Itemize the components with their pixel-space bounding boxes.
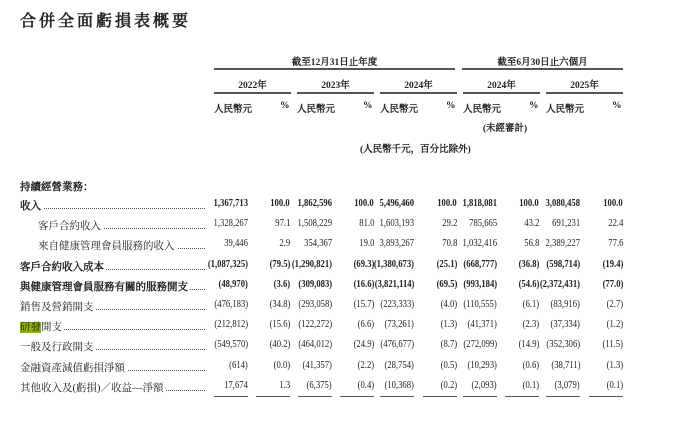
amount-cell: 2,389,227 <box>545 238 580 250</box>
amount-cell: 691,231 <box>552 218 580 230</box>
amount-cell: (993,184) <box>463 278 497 290</box>
percent-cell: 100.0 <box>437 198 457 209</box>
percent-cell: (15.7) <box>353 299 374 310</box>
label-text: 客戶合約收入 <box>38 221 101 233</box>
section-heading: 持續經營業務： <box>20 182 94 193</box>
percent-cell: (4.0) <box>440 299 457 310</box>
amount-cell: (83,916) <box>550 299 580 310</box>
label-text: 一般及行政開支 <box>20 342 94 354</box>
table-row <box>0 299 673 317</box>
percent-cell: (77.0) <box>602 278 623 290</box>
percent-header: % <box>280 101 290 111</box>
percent-cell: (8.7) <box>440 339 457 351</box>
label-text: 來自健康管理會員服務的收入 <box>38 241 175 253</box>
percent-cell: (6.1) <box>522 299 539 310</box>
percent-cell: (0.6) <box>522 359 539 371</box>
divider <box>214 68 455 70</box>
percent-cell: (0.4) <box>357 379 374 391</box>
total-rule <box>423 396 457 397</box>
amount-cell: 1,032,416 <box>462 238 497 250</box>
divider <box>463 92 540 94</box>
row-label <box>20 360 205 375</box>
percent-cell: (54.6) <box>518 278 539 290</box>
percent-cell: (24.9) <box>353 339 374 351</box>
row-label <box>20 279 205 294</box>
percent-cell: (11.5) <box>602 339 623 351</box>
percent-cell: 77.6 <box>607 238 623 250</box>
percent-cell: 100.0 <box>354 198 374 209</box>
amount-cell: (73,261) <box>384 319 414 331</box>
group-header-half: 截至6月30日止六個月 <box>497 58 588 68</box>
percent-header: % <box>363 101 373 111</box>
amount-cell: 1,862,596 <box>297 198 332 209</box>
table-row <box>0 238 673 256</box>
percent-cell: (3.6) <box>273 278 290 290</box>
percent-cell: (34.8) <box>269 299 290 310</box>
percent-cell: (0.1) <box>522 379 539 391</box>
unit-note: (人民幣千元，百分比除外) <box>360 145 471 155</box>
percent-cell: (40.2) <box>269 339 290 351</box>
group-header-year: 截至12月31日止年度 <box>291 58 378 68</box>
amount-cell: (2,372,431) <box>539 278 580 290</box>
year-header: 2024年 <box>404 81 433 91</box>
year-header: 2025年 <box>570 81 599 91</box>
year-header: 2023年 <box>321 81 350 91</box>
currency-header: 人民幣元 <box>297 105 336 115</box>
table-row <box>0 319 673 337</box>
amount-cell: (41,371) <box>467 319 497 331</box>
divider <box>380 92 457 94</box>
percent-cell: (0.1) <box>606 379 623 391</box>
percent-cell: 100.0 <box>270 198 290 209</box>
amount-cell: 1,508,229 <box>297 218 332 230</box>
table-row <box>0 279 673 297</box>
amount-cell: (110,555) <box>463 299 497 310</box>
percent-cell: (19.4) <box>602 258 623 270</box>
amount-cell: 3,080,458 <box>545 198 580 209</box>
total-rule <box>589 396 623 397</box>
amount-cell: (309,083) <box>298 278 332 290</box>
total-rule <box>505 396 539 397</box>
amount-cell: 17,674 <box>224 379 248 391</box>
percent-cell: 97.1 <box>274 218 290 230</box>
total-rule <box>546 396 580 397</box>
percent-cell: 100.0 <box>603 198 623 209</box>
percent-cell: 1.3 <box>279 379 290 391</box>
row-label <box>20 299 205 314</box>
amount-cell: (212,812) <box>214 319 248 331</box>
row-label <box>20 259 205 274</box>
unaudited-note: (未經審計) <box>482 124 528 134</box>
percent-cell: 81.0 <box>358 218 374 230</box>
total-rule <box>298 396 332 397</box>
divider <box>462 68 623 70</box>
amount-cell: (549,570) <box>214 339 248 351</box>
amount-cell: 1,603,193 <box>379 218 414 230</box>
table-row <box>0 259 673 277</box>
amount-cell: (1,087,325) <box>207 258 248 270</box>
amount-cell: (3,821,114) <box>374 278 414 290</box>
total-rule <box>463 396 497 397</box>
amount-cell: (476,183) <box>214 299 248 310</box>
amount-cell: (10,368) <box>384 379 414 391</box>
row-label <box>20 198 205 213</box>
percent-cell: (0.2) <box>440 379 457 391</box>
amount-cell: (668,777) <box>463 258 497 270</box>
percent-cell: (1.2) <box>606 319 623 331</box>
page-title: 合併全面虧損表概要 <box>20 13 192 30</box>
total-rule <box>214 396 248 397</box>
currency-header: 人民幣元 <box>380 105 419 115</box>
divider <box>297 92 374 94</box>
amount-cell: (41,357) <box>302 359 332 371</box>
percent-cell: 29.2 <box>441 218 457 230</box>
percent-cell: (0.5) <box>440 359 457 371</box>
percent-cell: 43.2 <box>523 218 539 230</box>
amount-cell: (28,754) <box>384 359 414 371</box>
divider <box>546 92 623 94</box>
amount-cell: (37,334) <box>550 319 580 331</box>
percent-cell: 100.0 <box>519 198 539 209</box>
percent-cell: 22.4 <box>607 218 623 230</box>
row-label <box>20 380 205 395</box>
label-text: 銷售及營銷開支 <box>20 302 94 313</box>
amount-cell: 39,446 <box>224 238 248 250</box>
amount-cell: (10,293) <box>467 359 497 371</box>
amount-cell: (598,714) <box>546 258 580 270</box>
amount-cell: 1,328,267 <box>213 218 248 230</box>
percent-cell: (36.8) <box>518 258 539 270</box>
amount-cell: 5,496,460 <box>379 198 414 209</box>
total-rule <box>380 396 414 397</box>
currency-header: 人民幣元 <box>546 105 585 115</box>
percent-cell: (69.5) <box>436 278 457 290</box>
table-row <box>0 218 673 236</box>
label-text: 與健康管理會員服務有關的服務開支 <box>20 281 188 293</box>
percent-cell: (1.3) <box>440 319 457 331</box>
label-text: 收入 <box>20 201 41 212</box>
leader-dots <box>20 208 205 209</box>
percent-header: % <box>612 101 622 111</box>
percent-header: % <box>446 101 456 111</box>
amount-cell: (1,380,673) <box>373 258 414 270</box>
percent-cell: 56.8 <box>523 238 539 250</box>
label-text: 研發開支 <box>20 322 62 334</box>
currency-header: 人民幣元 <box>214 105 253 115</box>
amount-cell: (476,677) <box>380 339 414 351</box>
total-rule <box>256 396 290 397</box>
label-text: 其他收入及(虧損)／收益—淨額 <box>20 382 164 394</box>
row-label <box>38 218 205 233</box>
amount-cell: (614) <box>229 359 248 371</box>
amount-cell: 1,367,713 <box>213 198 248 209</box>
percent-cell: (2.2) <box>357 359 374 371</box>
amount-cell: (3,079) <box>554 379 580 391</box>
percent-cell: (16.6) <box>353 278 374 290</box>
percent-cell: (2.7) <box>606 299 623 310</box>
year-header: 2024年 <box>487 81 516 91</box>
label-text: 客戶合約收入成本 <box>20 261 104 273</box>
percent-cell: (14.9) <box>518 339 539 351</box>
amount-cell: (2,093) <box>471 379 497 391</box>
total-rule <box>340 396 374 397</box>
percent-cell: (1.3) <box>606 359 623 371</box>
percent-header: % <box>529 101 539 111</box>
amount-cell: (352,306) <box>546 339 580 351</box>
percent-cell: (2.3) <box>522 319 539 331</box>
amount-cell: (48,970) <box>218 278 248 290</box>
amount-cell: (293,058) <box>298 299 332 310</box>
currency-header: 人民幣元 <box>463 105 502 115</box>
amount-cell: 1,818,081 <box>462 198 497 209</box>
amount-cell: 354,367 <box>304 238 332 250</box>
percent-cell: 19.0 <box>358 238 374 250</box>
percent-cell: 70.8 <box>441 238 457 250</box>
percent-cell: (6.6) <box>357 319 374 331</box>
year-header: 2022年 <box>238 81 267 91</box>
row-label <box>20 339 205 354</box>
table-row <box>0 198 673 216</box>
percent-cell: 2.9 <box>279 238 290 250</box>
table-row <box>0 360 673 378</box>
table-row <box>0 339 673 357</box>
row-label <box>20 319 205 334</box>
divider <box>214 92 291 94</box>
amount-cell: (1,290,821) <box>291 258 332 270</box>
amount-cell: (122,272) <box>298 319 332 331</box>
row-label <box>38 238 205 253</box>
section-heading-row <box>0 179 673 197</box>
percent-cell: (15.6) <box>269 319 290 331</box>
amount-cell: (272,099) <box>463 339 497 351</box>
amount-cell: 785,665 <box>469 218 497 230</box>
percent-cell: (25.1) <box>436 258 457 270</box>
amount-cell: (223,333) <box>380 299 414 310</box>
amount-cell: (38,711) <box>550 359 580 371</box>
amount-cell: 3,893,267 <box>379 238 414 250</box>
amount-cell: (6,375) <box>306 379 332 391</box>
percent-cell: (0.0) <box>273 359 290 371</box>
percent-cell: (69.3) <box>353 258 374 270</box>
amount-cell: (464,012) <box>298 339 332 351</box>
label-text: 金融資產減值虧損淨額 <box>20 362 125 374</box>
percent-cell: (79.5) <box>269 258 290 270</box>
